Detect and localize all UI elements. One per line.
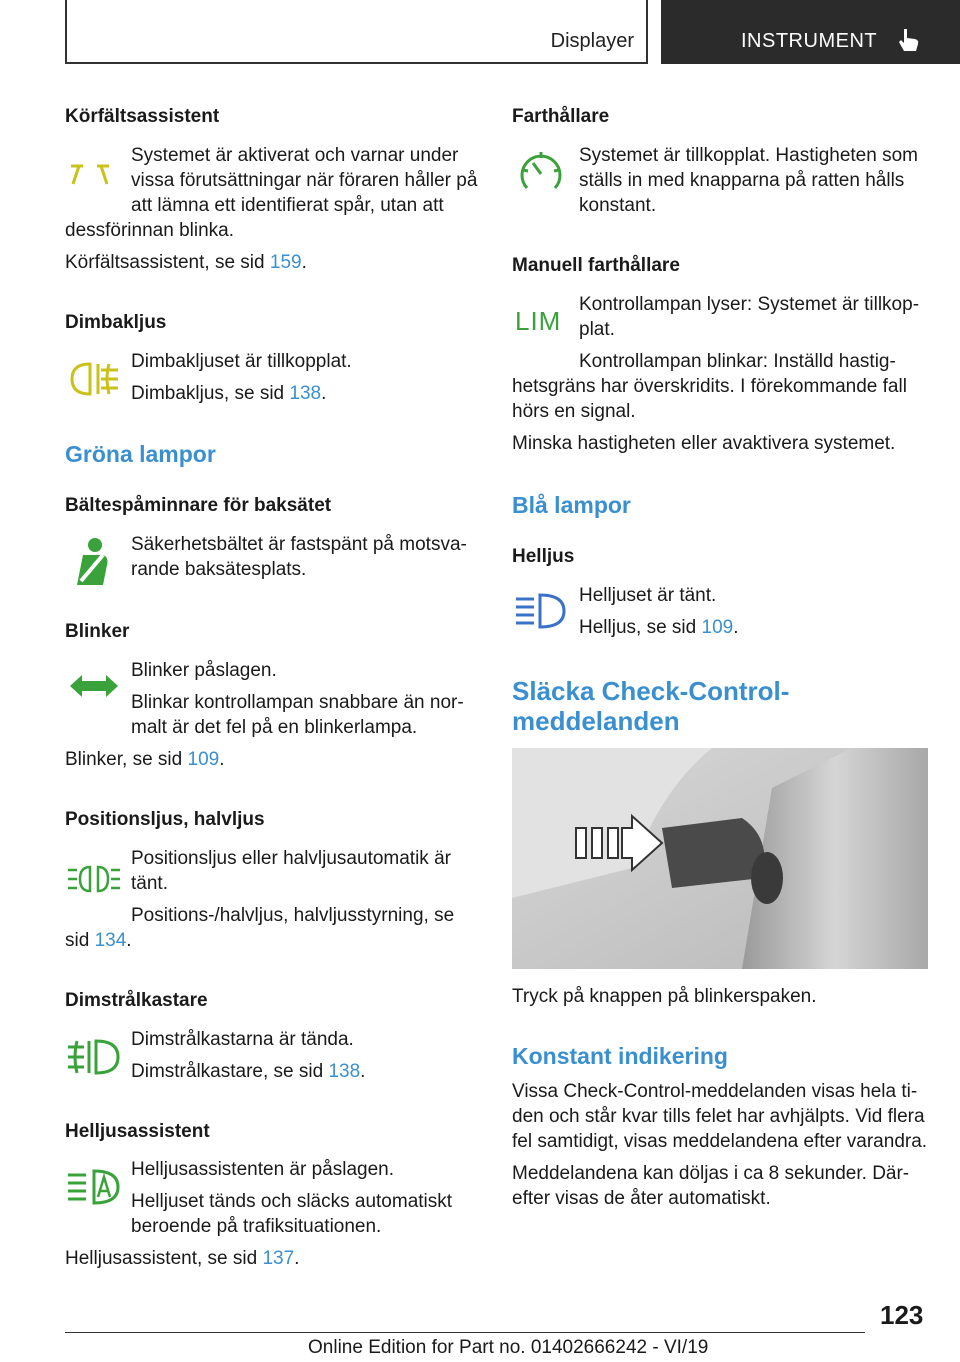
cruise-control-title: Farthållare [512,106,610,127]
page-link-109-b[interactable]: 109 [701,617,734,638]
seatbelt-icon [73,537,113,587]
fog-line1: Dimstrålkastarna är tända. [131,1029,354,1050]
ref-end: . [733,617,739,638]
check-control-caption: Tryck på knappen på blinkerspaken. [512,986,817,1007]
lane-assist-line4: dessförinnan blinka. [65,220,234,241]
lane-departure-icon [67,160,119,188]
blinker-line1: Blinker påslagen. [131,660,277,681]
ref-end: . [321,383,327,404]
check-control-heading-line2: meddelanden [512,706,680,736]
ref-text: Blinker, se sid [65,749,188,770]
blinker-line2: Blinkar kontrollampan snabbare än nor- [131,692,464,713]
page-link-109[interactable]: 109 [187,749,220,770]
rear-fog-line1: Dimbakljuset är tillkopplat. [131,351,352,372]
highbeam-title: Helljus [512,546,575,567]
highbeam-assist-title: Helljusassistent [65,1121,210,1142]
blinker-ref [65,747,224,772]
page-link-134[interactable]: 134 [94,930,127,951]
constant-indication-heading: Konstant indikering [512,1043,728,1069]
position-line2: tänt. [131,873,168,894]
blue-lamps-heading: Blå lampor [512,492,631,518]
front-fog-light-icon [66,1037,122,1077]
ref-end: . [126,930,132,951]
lane-assist-line2: vissa förutsättningar när föraren håller på [131,170,478,191]
highbeam-assist-icon [66,1167,122,1207]
chapter-tab-label: INSTRUMENT [741,30,878,52]
manual-cruise-line1: Kontrollampan lyser: Systemet är tillkop- [579,294,920,315]
ref-text: Dimbakljus, se sid [131,383,290,404]
check-control-heading-line1: Släcka Check-Control- [512,676,790,706]
ref-text: Dimstrålkastare, se sid [131,1061,329,1082]
cruise-line3: konstant. [579,195,657,216]
manual-cruise-line5: hörs en signal. [512,401,636,422]
position-line3: Positions-/halvljus, halvljusstyrning, se [131,905,455,926]
highbeam-assist-ref [65,1246,299,1271]
ref-text: sid [65,930,95,951]
chapter-tab [661,0,960,64]
constant-line4: Meddelandena kan döljas i ca 8 sekunder. Där- [512,1163,910,1184]
position-light-icon [66,864,122,894]
ref-text: Helljusassistent, se sid [65,1248,263,1269]
fog-ref [131,1059,365,1084]
page-link-138-b[interactable]: 138 [328,1061,361,1082]
section-tab [65,0,648,64]
belt-reminder-title: Bältespåminnare för baksätet [65,495,332,516]
rear-fog-title: Dimbakljus [65,312,167,333]
ref-end: . [301,252,307,273]
fog-light-title: Dimstrålkastare [65,990,208,1011]
blinker-title: Blinker [65,621,130,642]
rear-fog-light-icon [68,360,122,398]
ref-text: Helljus, se sid [579,617,702,638]
ref-text: Körfältsassistent, se sid [65,252,270,273]
cruise-line1: Systemet är tillkopplat. Hastigheten som [579,145,918,166]
constant-line5: efter visas de åter automatiskt. [512,1188,771,1209]
ref-end: . [360,1061,366,1082]
manual-cruise-line2: plat. [579,319,615,340]
section-tab-label: Displayer [550,30,634,52]
lane-assist-ref [65,250,307,275]
position-line1: Positionsljus eller halvljusautomatik är [131,848,451,869]
pointing-hand-icon [895,27,921,53]
page-number: 123 [880,1300,924,1330]
manual-cruise-title: Manuell farthållare [512,255,680,276]
manual-cruise-line3: Kontrollampan blinkar: Inställd hastig- [579,351,896,372]
manual-cruise-line6: Minska hastigheten eller avaktivera systemet. [512,433,896,454]
position-ref [65,928,132,953]
lim-indicator-icon: LIM [515,306,562,336]
speedometer-icon [518,150,564,196]
lane-assist-line3: att lämna ett identifierat spår, utan att [131,195,444,216]
highbeam-assist-line1: Helljusassistenten är påslagen. [131,1159,394,1180]
stalk-illustration [512,748,928,969]
lane-assist-title: Körfältsassistent [65,106,220,127]
turn-signal-stalk-photo [512,748,928,969]
belt-line1: Säkerhetsbältet är fastspänt på motsva- [131,534,467,555]
cruise-line2: ställs in med knapparna på ratten hålls [579,170,905,191]
turn-signal-arrows-icon [68,672,120,700]
highbeam-assist-line2: Helljuset tänds och släcks automatiskt [131,1191,453,1212]
constant-line2: den och står kvar tills felet har avhjälpts. Vid flera [512,1106,925,1127]
constant-line1: Vissa Check-Control-meddelanden visas hela ti- [512,1081,918,1102]
manual-cruise-line4: hetsgräns har överskridits. I förekommande fall [512,376,907,397]
footer-divider [65,1332,865,1333]
highbeam-assist-line3: beroende på trafiksituationen. [131,1216,382,1237]
constant-line3: fel samtidigt, visas meddelandena efter varandra. [512,1131,928,1152]
page-link-138[interactable]: 138 [289,383,322,404]
ref-end: . [219,749,225,770]
page-link-159[interactable]: 159 [269,252,302,273]
position-light-title: Positionsljus, halvljus [65,809,265,830]
blinker-line3: malt är det fel på en blinkerlampa. [131,717,418,738]
page-link-137[interactable]: 137 [262,1248,295,1269]
highbeam-icon [514,592,566,632]
highbeam-line1: Helljuset är tänt. [579,585,717,606]
green-lamps-heading: Gröna lampor [65,441,216,467]
rear-fog-ref [131,381,326,406]
belt-line2: rande baksätesplats. [131,559,307,580]
footer-edition: Online Edition for Part no. 01402666242 - VI/19 [308,1337,709,1358]
highbeam-ref [579,615,738,640]
lane-assist-line1: Systemet är aktiverat och varnar under [131,145,459,166]
ref-end: . [294,1248,300,1269]
